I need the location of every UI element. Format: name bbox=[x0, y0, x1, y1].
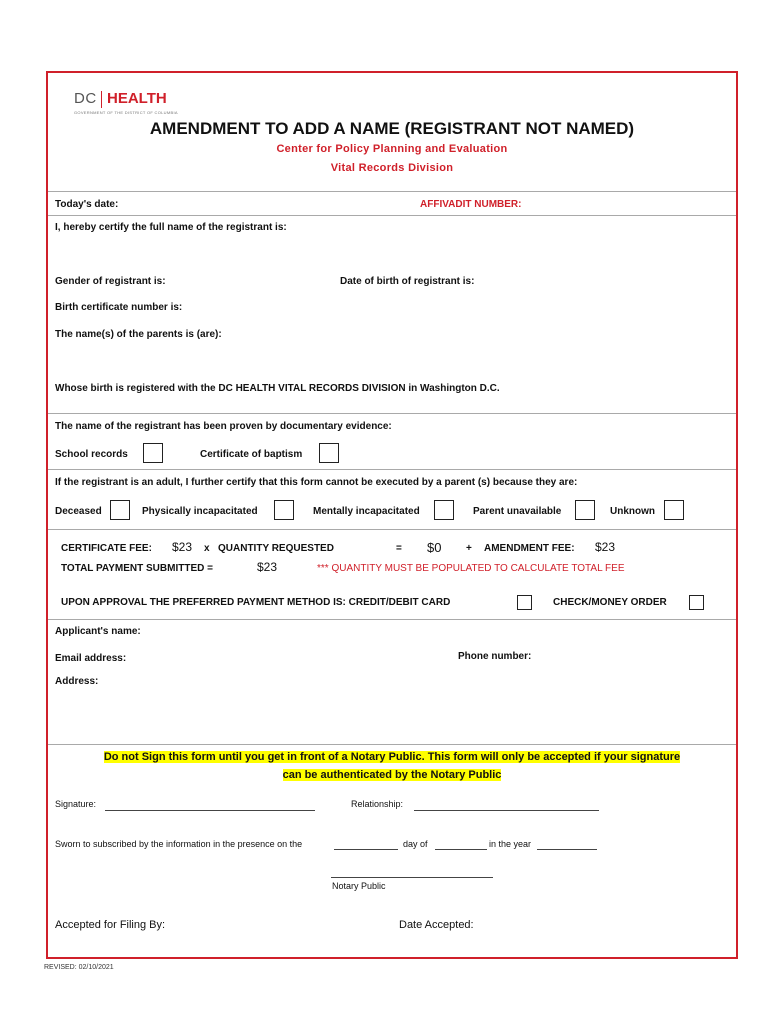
subtitle-center: Center for Policy Planning and Evaluation bbox=[276, 143, 508, 155]
divider bbox=[48, 413, 736, 414]
sworn-text-b: day of bbox=[403, 839, 428, 849]
check-money-order-checkbox[interactable] bbox=[689, 595, 704, 610]
signature-field[interactable] bbox=[105, 810, 315, 811]
equals-sign: = bbox=[396, 543, 402, 554]
total-payment-label: TOTAL PAYMENT SUBMITTED = bbox=[61, 563, 213, 574]
unknown-checkbox[interactable] bbox=[664, 500, 684, 520]
divider bbox=[48, 215, 736, 216]
page-title: AMENDMENT TO ADD A NAME (REGISTRANT NOT NAMED) bbox=[149, 119, 635, 138]
gender-label: Gender of registrant is: bbox=[55, 276, 166, 287]
divider bbox=[48, 469, 736, 470]
accepted-by-label: Accepted for Filing By: bbox=[55, 919, 166, 931]
form-frame bbox=[46, 71, 738, 959]
logo-health: HEALTH bbox=[107, 90, 167, 107]
times-sign: x bbox=[204, 543, 210, 554]
sworn-date-field[interactable] bbox=[334, 849, 398, 850]
physically-checkbox[interactable] bbox=[274, 500, 294, 520]
notary-warning-line1: Do not Sign this form until you get in front of a Notary Public. This form will only be accepted if your signature bbox=[103, 751, 681, 763]
relationship-label: Relationship: bbox=[351, 799, 404, 809]
deceased-checkbox[interactable] bbox=[110, 500, 130, 520]
subtitle-division: Vital Records Division bbox=[330, 162, 454, 174]
mentally-label: Mentally incapacitated bbox=[313, 506, 420, 517]
deceased-label: Deceased bbox=[55, 506, 102, 517]
baptism-checkbox[interactable] bbox=[319, 443, 339, 463]
quantity-label: QUANTITY REQUESTED bbox=[218, 543, 334, 554]
logo-dc: DC bbox=[74, 90, 97, 107]
certify-name-label: I, hereby certify the full name of the registrant is: bbox=[55, 222, 287, 233]
evidence-heading: The name of the registrant has been proven by documentary evidence: bbox=[55, 421, 392, 432]
revised-date: REVISED: 02/10/2021 bbox=[44, 964, 114, 971]
relationship-field[interactable] bbox=[414, 810, 599, 811]
school-records-label: School records bbox=[55, 449, 128, 460]
payment-method-label: UPON APPROVAL THE PREFERRED PAYMENT METHOD IS: CREDIT/DEBIT CARD bbox=[61, 597, 451, 608]
quantity-warning: *** QUANTITY MUST BE POPULATED TO CALCULATE TOTAL FEE bbox=[317, 563, 625, 574]
divider bbox=[48, 744, 736, 745]
divider bbox=[48, 529, 736, 530]
baptism-label: Certificate of baptism bbox=[200, 449, 303, 460]
mentally-checkbox[interactable] bbox=[434, 500, 454, 520]
adult-heading: If the registrant is an adult, I further certify that this form cannot be executed by a parent (s) because they are: bbox=[55, 477, 578, 488]
date-accepted-label: Date Accepted: bbox=[399, 919, 474, 931]
unavailable-checkbox[interactable] bbox=[575, 500, 595, 520]
phone-label: Phone number: bbox=[458, 651, 532, 662]
sworn-text-a: Sworn to subscribed by the information in the presence on the bbox=[55, 839, 303, 849]
school-records-checkbox[interactable] bbox=[143, 443, 163, 463]
divider bbox=[48, 191, 736, 192]
notary-warning-line2: can be authenticated by the Notary Public bbox=[282, 769, 502, 781]
amendment-fee-label: AMENDMENT FEE: bbox=[484, 543, 575, 554]
amendment-fee-value: $23 bbox=[595, 540, 616, 554]
parents-label: The name(s) of the parents is (are): bbox=[55, 329, 222, 340]
plus-sign: + bbox=[466, 543, 472, 554]
sworn-year-field[interactable] bbox=[537, 849, 597, 850]
email-label: Email address: bbox=[55, 653, 127, 664]
notary-signature-field[interactable] bbox=[331, 877, 493, 878]
signature-label: Signature: bbox=[55, 799, 97, 809]
logo-divider bbox=[101, 91, 102, 108]
total-payment-value: $23 bbox=[257, 560, 278, 574]
applicant-name-label: Applicant's name: bbox=[55, 626, 141, 637]
physically-label: Physically incapacitated bbox=[142, 506, 258, 517]
dob-label: Date of birth of registrant is: bbox=[340, 276, 475, 287]
notary-public-label: Notary Public bbox=[332, 881, 386, 891]
certificate-fee-value: $23 bbox=[172, 540, 193, 554]
affidavit-number-label: AFFIVADIT NUMBER: bbox=[420, 199, 522, 210]
check-money-order-label: CHECK/MONEY ORDER bbox=[553, 597, 667, 608]
subtotal-value: $0 bbox=[427, 540, 442, 555]
sworn-text-c: in the year bbox=[489, 839, 532, 849]
todays-date-label: Today's date: bbox=[55, 199, 119, 210]
certificate-fee-label: CERTIFICATE FEE: bbox=[61, 543, 152, 554]
logo-subtitle: GOVERNMENT OF THE DISTRICT OF COLUMBIA bbox=[74, 110, 178, 115]
birth-cert-label: Birth certificate number is: bbox=[55, 302, 183, 313]
unavailable-label: Parent unavailable bbox=[473, 506, 562, 517]
credit-card-checkbox[interactable] bbox=[517, 595, 532, 610]
unknown-label: Unknown bbox=[610, 506, 655, 517]
address-label: Address: bbox=[55, 676, 99, 687]
whose-birth-text: Whose birth is registered with the DC HEALTH VITAL RECORDS DIVISION in Washington D.C. bbox=[55, 383, 500, 394]
sworn-month-field[interactable] bbox=[435, 849, 487, 850]
divider bbox=[48, 619, 736, 620]
